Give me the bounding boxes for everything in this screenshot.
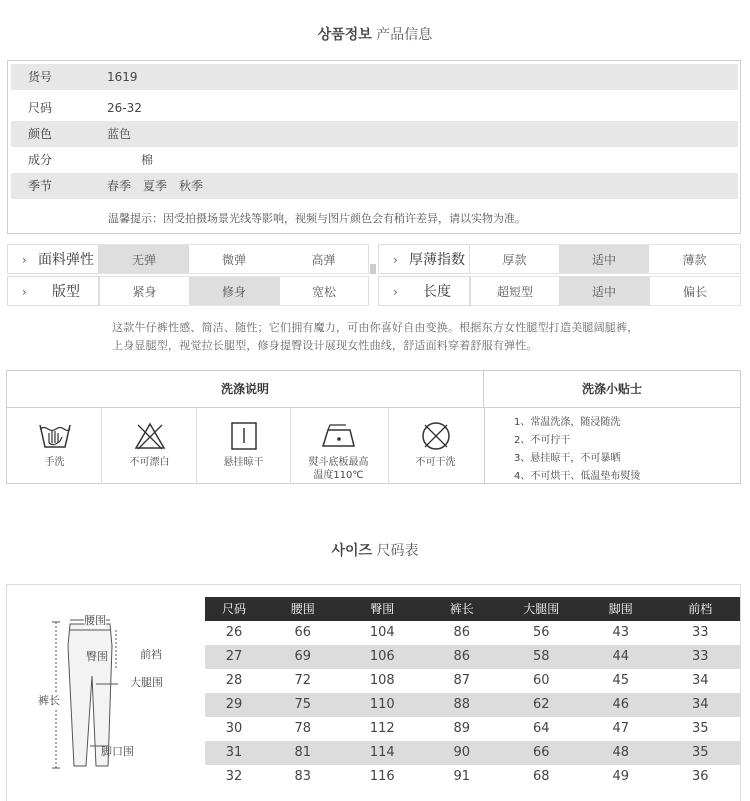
wash-label: 手洗 — [44, 457, 65, 468]
attr-option: 无弹 — [99, 244, 189, 274]
wash-tip: 3、悬挂晾干，不可暴晒 — [514, 453, 621, 464]
diagram-label-rise: 前裆 — [140, 648, 162, 661]
size-table — [205, 597, 740, 789]
iron-icon — [291, 419, 386, 453]
chevron-right-icon: › — [22, 285, 27, 299]
wash-label: 熨斗底板最高 — [308, 457, 369, 468]
table-row: 28 72 108 87 60 45 34 — [225, 673, 709, 688]
wash-label: 悬挂晾干 — [223, 457, 264, 468]
washing-tips-title: 洗涤小贴士 — [484, 371, 740, 408]
info-row: 季节 春季 夏季 秋季 — [11, 173, 738, 199]
no-dry-clean-icon — [388, 419, 483, 453]
attr-option: 厚款 — [470, 244, 559, 274]
diagram-label-thigh: 大腿围 — [130, 676, 163, 689]
attr-label-fit: › 版型 — [7, 276, 99, 306]
chevron-right-icon: › — [393, 253, 398, 267]
product-info-table — [7, 60, 741, 234]
chevron-right-icon: › — [393, 285, 398, 299]
table-row: 30 78 112 89 64 47 35 — [225, 721, 709, 736]
washing-title: 洗涤说明 — [7, 371, 484, 408]
wash-tip: 4、不可烘干、低温垫布熨烫 — [514, 471, 641, 482]
divider-marker — [370, 264, 376, 274]
wash-label: 温度110℃ — [313, 470, 364, 481]
attr-option: 微弹 — [189, 244, 279, 274]
attr-option: 修身 — [189, 276, 279, 306]
attr-label-elasticity: › 面料弹性 — [7, 244, 99, 274]
attr-option: 宽松 — [279, 276, 369, 306]
attr-option: 适中 — [559, 244, 649, 274]
attr-label-thickness: › 厚薄指数 — [378, 244, 470, 274]
attr-option: 薄款 — [649, 244, 741, 274]
info-row: 货号 1619 — [11, 64, 738, 90]
description-line: 这款牛仔裤性感、简洁、随性；它们拥有魔力，可由你喜好自由变换。根据东方女性腿型打造美腿阔腿裤， — [112, 321, 639, 334]
size-table-header: 尺码 腰围 臀围 裤长 大腿围 脚围 前档 — [205, 597, 740, 621]
attr-option: 高弹 — [279, 244, 369, 274]
wash-tip: 1、常温洗涤，随浸随洗 — [514, 417, 621, 428]
attr-option: 偏长 — [649, 276, 741, 306]
chevron-right-icon: › — [22, 253, 27, 267]
attr-option: 适中 — [559, 276, 649, 306]
no-bleach-icon — [102, 419, 197, 453]
attr-option: 超短型 — [470, 276, 559, 306]
hang-dry-icon — [196, 419, 291, 453]
diagram-label-waist: 腰围 — [84, 614, 106, 627]
info-note: 温馨提示：因受拍摄场景光线等影响，视频与图片颜色会有稍许差异，请以实物为准。 — [108, 212, 526, 225]
diagram-label-hem: 脚口围 — [101, 745, 134, 758]
info-row: 成分 棉 — [28, 153, 154, 167]
attr-option: 紧身 — [99, 276, 189, 306]
info-row: 尺码 26-32 — [28, 101, 142, 115]
hand-wash-icon — [7, 419, 102, 453]
description-line: 上身显腿型，视觉拉长腿型，修身提臀设计展现女性曲线，舒适面料穿着舒服有弹性。 — [112, 339, 538, 352]
size-chart-title: 사이즈 尺码表 — [331, 543, 419, 559]
diagram-label-length: 裤长 — [38, 694, 60, 707]
wash-label: 不可漂白 — [129, 457, 170, 468]
product-info-title: 상품정보 产品信息 — [317, 27, 433, 43]
diagram-label-hip: 臀围 — [86, 650, 108, 663]
wash-tip: 2、不可拧干 — [514, 435, 571, 446]
attr-label-length: › 长度 — [378, 276, 470, 306]
table-row: 29 75 110 88 62 46 34 — [205, 693, 740, 717]
divider — [484, 408, 485, 484]
table-row: 31 81 114 90 66 48 35 — [205, 741, 740, 765]
table-row: 27 69 106 86 58 44 33 — [205, 645, 740, 669]
table-row: 32 83 116 91 68 49 36 — [225, 769, 709, 784]
wash-label: 不可干洗 — [415, 457, 456, 468]
info-row: 颜色 蓝色 — [11, 121, 738, 147]
table-row: 26 66 104 86 56 43 33 — [225, 625, 709, 640]
